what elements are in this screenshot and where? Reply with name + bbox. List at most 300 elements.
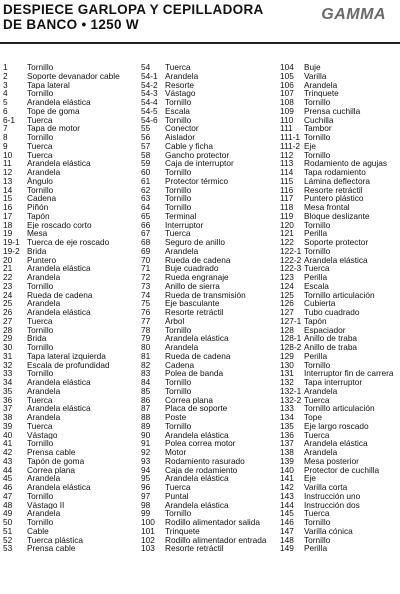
part-number: 42 — [3, 448, 13, 457]
part-number: 54-3 — [141, 89, 158, 98]
part-number: 4 — [3, 89, 8, 98]
part-row — [3, 291, 139, 300]
part-description: Arandela — [27, 299, 61, 308]
part-description: Eje largo roscado — [304, 421, 369, 431]
part-number: 128 — [280, 325, 294, 335]
part-row — [280, 466, 400, 475]
part-description: Rueda de cadena — [165, 351, 231, 361]
part-description: Tornillo — [165, 194, 192, 203]
part-description: Tornillo — [27, 518, 54, 527]
part-description: Soporte protector — [304, 238, 369, 247]
part-number: 107 — [280, 89, 294, 98]
part-row — [280, 457, 400, 466]
part-number: 97 — [141, 491, 151, 501]
part-number: 77 — [141, 316, 151, 326]
part-number: 32 — [3, 360, 13, 370]
part-number: 141 — [280, 474, 294, 483]
part-number: 83 — [141, 369, 151, 378]
part-row — [3, 238, 139, 247]
part-number: 111 — [280, 124, 293, 133]
part-number: 132 — [280, 378, 294, 387]
part-number: 46 — [3, 483, 13, 492]
part-description: Rueda de transmisión — [165, 290, 246, 300]
part-number: 122 — [280, 238, 294, 247]
part-number: 54-5 — [141, 106, 158, 116]
part-number: 132-2 — [280, 395, 302, 405]
part-row — [3, 474, 139, 483]
part-description: Protector de cuchilla — [304, 465, 380, 475]
part-row — [3, 536, 139, 545]
part-row — [280, 221, 400, 230]
part-number: 9 — [3, 141, 8, 151]
part-description: Tornillo — [27, 281, 54, 291]
part-row — [3, 501, 139, 510]
part-description: Arandela — [304, 386, 338, 396]
part-description: Tornillo — [304, 220, 331, 230]
part-number: 131 — [280, 369, 294, 378]
part-number: 2 — [3, 71, 8, 81]
part-row — [280, 291, 400, 300]
part-number: 28 — [3, 325, 13, 335]
brand-logo: GAMMA — [321, 6, 386, 23]
part-number: 43 — [3, 456, 13, 466]
part-number: 104 — [280, 63, 294, 72]
part-description: Rodamiento rasurado — [165, 456, 245, 466]
part-description: Tubo cuadrado — [304, 308, 360, 317]
part-row — [141, 107, 278, 116]
part-number: 8 — [3, 133, 8, 142]
part-description: Arandela elástica — [165, 430, 229, 440]
part-number: 101 — [141, 526, 155, 536]
part-row — [3, 264, 139, 273]
part-description: Tornillo — [304, 360, 331, 370]
part-row — [3, 142, 139, 151]
part-number: 21 — [3, 264, 13, 273]
part-description: Tope de goma — [27, 106, 80, 116]
part-number: 26 — [3, 308, 13, 317]
part-row — [141, 352, 278, 361]
part-description: Arandela — [27, 474, 61, 483]
part-description: Tornillo — [165, 386, 192, 396]
part-row — [280, 177, 400, 186]
part-description: Tuerca de eje roscado — [27, 238, 110, 247]
part-description: Seguro de anillo — [165, 238, 225, 247]
part-number: 121 — [280, 229, 294, 238]
part-number: 3 — [3, 80, 8, 90]
part-number: 61 — [141, 176, 151, 186]
part-row — [3, 133, 139, 142]
part-description: Rodamiento de agujas — [304, 159, 388, 168]
part-description: Tornillo — [165, 168, 192, 177]
part-row — [3, 98, 139, 107]
part-description: Vástago — [27, 430, 58, 440]
part-description: Vástago — [165, 89, 196, 98]
page-title — [3, 2, 264, 32]
part-row — [3, 361, 139, 370]
part-description: Árbol — [165, 316, 185, 326]
part-row — [3, 352, 139, 361]
part-number: 128-1 — [280, 334, 302, 343]
part-number: 39 — [3, 421, 13, 431]
part-row — [3, 168, 139, 177]
part-row — [141, 431, 278, 440]
part-number: 80 — [141, 343, 151, 352]
part-number: 57 — [141, 141, 151, 151]
part-description: Tope — [304, 413, 322, 422]
part-row — [280, 247, 400, 256]
part-description: Buje cuadrado — [165, 264, 219, 273]
part-row — [3, 483, 139, 492]
part-row — [141, 151, 278, 160]
part-number: 54-2 — [141, 80, 158, 90]
part-row — [3, 151, 139, 160]
part-description: Escala — [304, 281, 329, 291]
part-number: 82 — [141, 360, 151, 370]
part-number: 54-1 — [141, 71, 158, 81]
part-row — [141, 501, 278, 510]
part-description: Escala — [165, 106, 190, 116]
part-row — [141, 229, 278, 238]
part-row — [141, 238, 278, 247]
part-description: Tuerca — [27, 395, 53, 405]
part-row — [280, 124, 400, 133]
part-description: Tapa lateral — [27, 80, 70, 90]
part-number: 85 — [141, 386, 151, 396]
part-number: 44 — [3, 465, 13, 475]
part-description: Arandela — [304, 80, 338, 90]
part-description: Arandela elástica — [27, 159, 91, 168]
part-number: 10 — [3, 150, 13, 160]
part-description: Tuerca — [304, 395, 330, 405]
part-description: Mesa posterior — [304, 456, 359, 466]
part-description: Varilla corta — [304, 483, 348, 492]
part-description: Tuerca — [27, 115, 53, 125]
part-number: 98 — [141, 500, 151, 510]
part-description: Trinquete — [304, 89, 339, 98]
part-row — [141, 133, 278, 142]
part-row — [280, 273, 400, 282]
part-description: Brida — [27, 334, 47, 343]
part-description: Tornillo — [304, 246, 331, 256]
part-row — [141, 186, 278, 195]
part-description: Perilla — [304, 273, 328, 282]
part-row — [280, 352, 400, 361]
part-row — [280, 396, 400, 405]
part-number: 66 — [141, 220, 151, 230]
part-row — [280, 413, 400, 422]
part-row — [3, 81, 139, 90]
part-row — [141, 413, 278, 422]
parts-column-2 — [141, 63, 278, 553]
part-number: 20 — [3, 255, 13, 265]
part-row — [141, 457, 278, 466]
part-row — [280, 142, 400, 151]
part-row — [141, 142, 278, 151]
part-number: 31 — [3, 351, 13, 361]
part-number: 118 — [280, 203, 294, 212]
part-number: 122-2 — [280, 255, 302, 265]
part-description: Tornillo — [27, 343, 54, 352]
part-row — [141, 273, 278, 282]
part-number: 127-1 — [280, 316, 302, 326]
part-row — [280, 63, 400, 72]
part-number: 68 — [141, 238, 151, 247]
part-row — [3, 466, 139, 475]
part-number: 54-6 — [141, 115, 158, 125]
part-row — [280, 483, 400, 492]
part-row — [3, 177, 139, 186]
part-number: 122-1 — [280, 246, 302, 256]
part-row — [3, 299, 139, 308]
part-row — [3, 518, 139, 527]
part-row — [141, 81, 278, 90]
part-row — [3, 396, 139, 405]
part-number: 126 — [280, 299, 294, 308]
part-row — [280, 238, 400, 247]
part-row — [280, 203, 400, 212]
part-number: 106 — [280, 80, 294, 90]
part-description: Perilla — [304, 544, 328, 553]
part-number: 127 — [280, 308, 294, 317]
part-row — [3, 422, 139, 431]
part-description: Prensa cable — [27, 448, 76, 457]
part-number: 29 — [3, 334, 13, 343]
part-row — [3, 326, 139, 335]
part-description: Piñón — [27, 203, 49, 212]
part-description: Tornillo — [165, 203, 192, 212]
part-description: Bloque deslizante — [304, 211, 370, 221]
part-description: Tornillo — [304, 535, 331, 545]
part-description: Tornillo — [27, 325, 54, 335]
part-description: Resorte retráctil — [304, 185, 363, 195]
part-number: 30 — [3, 343, 13, 352]
part-description: Brida — [27, 246, 47, 256]
part-row — [280, 422, 400, 431]
part-row — [141, 439, 278, 448]
part-description: Tapa de motor — [27, 124, 81, 133]
part-description: Puntero — [27, 255, 57, 265]
parts-column-3 — [280, 63, 400, 553]
part-number: 53 — [3, 544, 13, 553]
part-number: 144 — [280, 500, 294, 510]
part-row — [280, 151, 400, 160]
part-row — [3, 492, 139, 501]
part-row — [3, 334, 139, 343]
part-row — [141, 326, 278, 335]
part-description: Interruptor — [165, 220, 204, 230]
title-line-2: DE BANCO • 1250 W — [3, 17, 139, 32]
part-row — [280, 334, 400, 343]
part-description: Tuerca — [165, 63, 191, 72]
part-number: 119 — [280, 211, 294, 221]
part-row — [141, 361, 278, 370]
part-number: 142 — [280, 483, 294, 492]
part-number: 45 — [3, 474, 13, 483]
part-number: 70 — [141, 255, 151, 265]
part-description: Caja de rodamiento — [165, 465, 238, 475]
part-number: 18 — [3, 220, 13, 230]
part-number: 134 — [280, 413, 294, 422]
part-description: Eje basculante — [165, 299, 220, 308]
part-number: 1 — [3, 63, 8, 72]
part-number: 102 — [141, 535, 155, 545]
part-row — [280, 133, 400, 142]
page-header — [0, 0, 400, 62]
part-number: 51 — [3, 526, 13, 536]
part-description: Tornillo — [165, 98, 192, 107]
part-row — [3, 448, 139, 457]
part-row — [141, 334, 278, 343]
part-description: Rodillo alimentador entrada — [165, 535, 267, 545]
part-row — [141, 396, 278, 405]
part-description: Perilla — [304, 351, 328, 361]
part-number: 16 — [3, 203, 13, 212]
part-number: 36 — [3, 395, 13, 405]
part-description: Eje — [304, 141, 316, 151]
part-description: Rueda de cadena — [27, 290, 93, 300]
part-row — [141, 422, 278, 431]
part-row — [280, 98, 400, 107]
part-row — [141, 474, 278, 483]
part-description: Tornillo — [165, 378, 192, 387]
part-row — [3, 72, 139, 81]
part-description: Lámina deflectora — [304, 176, 370, 186]
part-row — [3, 387, 139, 396]
part-number: 75 — [141, 299, 151, 308]
part-number: 111-1 — [280, 133, 300, 142]
part-description: Instrucción dos — [304, 500, 360, 510]
part-row — [3, 186, 139, 195]
parts-list — [0, 63, 400, 593]
part-number: 96 — [141, 483, 151, 492]
part-row — [141, 317, 278, 326]
part-number: 137 — [280, 439, 294, 448]
part-description: Tornillo — [165, 115, 192, 125]
part-description: Tuerca plástica — [27, 535, 83, 545]
part-number: 122-3 — [280, 264, 302, 273]
part-description: Tapa rodamiento — [304, 168, 366, 177]
part-description: Prensa cable — [27, 544, 76, 553]
part-number: 91 — [141, 439, 151, 448]
part-description: Cadena — [27, 194, 57, 203]
part-number: 17 — [3, 211, 13, 221]
part-row — [141, 291, 278, 300]
part-number: 50 — [3, 518, 13, 527]
part-description: Tornillo — [304, 98, 331, 107]
part-row — [141, 168, 278, 177]
part-description: Prensa cuchilla — [304, 106, 361, 116]
part-number: 88 — [141, 413, 151, 422]
part-description: Arandela — [165, 343, 199, 352]
part-row — [141, 448, 278, 457]
part-number: 79 — [141, 334, 151, 343]
part-row — [280, 81, 400, 90]
part-row — [141, 98, 278, 107]
part-description: Arandela — [304, 448, 338, 457]
part-row — [141, 536, 278, 545]
part-row — [280, 256, 400, 265]
part-row — [141, 72, 278, 81]
part-row — [280, 474, 400, 483]
part-number: 19 — [3, 229, 13, 238]
part-row — [141, 282, 278, 291]
part-number: 143 — [280, 491, 294, 501]
part-description: Interruptor fin de carrera — [304, 369, 394, 378]
part-number: 40 — [3, 430, 13, 440]
part-number: 33 — [3, 369, 13, 378]
part-description: Tornillo — [27, 185, 54, 195]
part-row — [280, 404, 400, 413]
part-number: 58 — [141, 150, 151, 160]
part-description: Arandela elástica — [165, 474, 229, 483]
part-row — [280, 282, 400, 291]
part-description: Resorte retráctil — [165, 308, 224, 317]
part-number: 69 — [141, 246, 151, 256]
part-row — [141, 264, 278, 273]
part-number: 89 — [141, 421, 151, 431]
part-description: Poste — [165, 413, 187, 422]
part-row — [280, 299, 400, 308]
part-description: Tornillo — [304, 518, 331, 527]
part-number: 37 — [3, 404, 13, 413]
part-number: 27 — [3, 316, 13, 326]
part-row — [280, 501, 400, 510]
part-row — [3, 378, 139, 387]
part-number: 147 — [280, 526, 294, 536]
part-row — [3, 89, 139, 98]
part-description: Resorte — [165, 80, 195, 90]
part-row — [3, 282, 139, 291]
part-description: Tornillo articulación — [304, 404, 375, 413]
part-number: 56 — [141, 133, 151, 142]
part-row — [3, 439, 139, 448]
part-number: 138 — [280, 448, 294, 457]
part-description: Cuchilla — [304, 115, 334, 125]
part-number: 64 — [141, 203, 151, 212]
part-number: 139 — [280, 456, 294, 466]
part-number: 132-1 — [280, 386, 302, 396]
part-row — [141, 89, 278, 98]
part-description: Tuerca — [304, 509, 330, 518]
part-number: 52 — [3, 535, 13, 545]
part-number: 84 — [141, 378, 151, 387]
part-number: 72 — [141, 273, 151, 282]
part-description: Tuerca — [27, 421, 53, 431]
part-description: Tornillo — [304, 150, 331, 160]
part-row — [141, 544, 278, 553]
part-description: Arandela elástica — [304, 255, 368, 265]
part-number: 5 — [3, 98, 8, 107]
part-number: 49 — [3, 509, 13, 518]
part-row — [141, 247, 278, 256]
part-number: 124 — [280, 281, 294, 291]
part-row — [141, 527, 278, 536]
part-row — [3, 229, 139, 238]
part-description: Trinquete — [165, 526, 200, 536]
part-description: Tornillo articulación — [304, 290, 375, 300]
part-row — [141, 221, 278, 230]
part-number: 112 — [280, 150, 294, 160]
part-number: 149 — [280, 544, 294, 553]
part-number: 81 — [141, 351, 151, 361]
part-number: 105 — [280, 71, 294, 81]
part-description: Buje — [304, 63, 321, 72]
part-number: 48 — [3, 500, 13, 510]
part-description: Tapa lateral izquierda — [27, 351, 106, 361]
part-row — [141, 159, 278, 168]
part-number: 11 — [3, 159, 12, 168]
part-description: Terminal — [165, 211, 197, 221]
